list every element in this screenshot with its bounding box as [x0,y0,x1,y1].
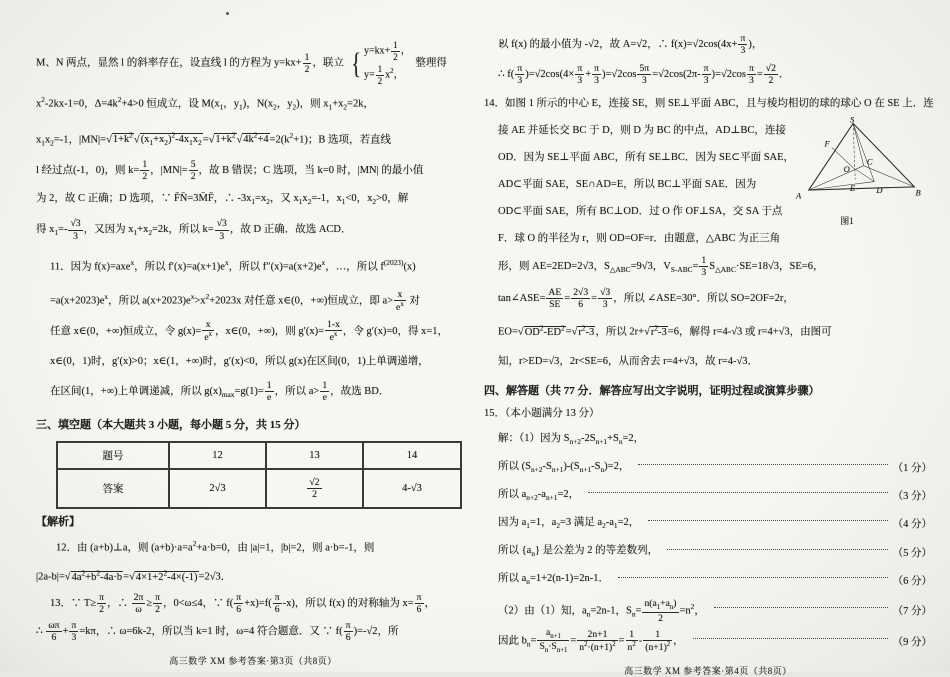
solution-text-line: 12．由 (a+b)⊥a，则 $(a+b)\cdot a=a^2+a\cdot b=0$，由 |a|=1，|b|=2，则 a·b=-1，则 [56,538,375,554]
solution-text-line: 13．∵ T≥ $\frac{\pi}{2}$ ，∴ $\frac{2\pi}{\omega}$ ≥ $\frac{\pi}{2}$ ，0<ω≤4，∵ f( $\frac{\pi}{6}$ +x)=f( $\frac{\pi}{6}$ -x)，所以 f(x) 的对称轴为 x= $\frac{\pi}{6}$ ， [50,591,436,615]
solution-step-text: 解：（1）因为 $S_{n+2}-2S_{n+1}+S_n=2$， [498,432,645,446]
q12-solution [36,531,470,590]
figure-caption: 图1 [840,216,854,226]
table-answer-cell: 答案 [57,469,169,508]
q11-solution [36,248,470,410]
solution-step-line [498,510,932,538]
solution-text-line: x∈(0，1)时，g′(x)>0；x∈(1，+∞)时，g′(x)<0，所以 g(x)在区间(0，1)上单调递增， [50,355,429,367]
solution-text-line: $x_1x_2=-1$，$|MN|=√1+k^2√(x_1+x_2)^2-4x_1x_2=√1+k^2√4k^2+4=2(k^2+1)$；B 选项，若直线 [36,130,391,148]
q14-intro-line: 14．如图 1 所示的中心 E，连接 SE，则 SE⊥平面 ABC，且与棱均相切的球的球心 O 在 SE 上．连 [484,98,934,109]
q14-solution-rest [484,252,932,376]
q13-solution [36,590,470,646]
solution-step-line [498,566,932,594]
solution-text-line: tan∠ASE= $\frac{AE}{SE}$ = $\frac{2√3}{6}$ = $\frac{√3}{3}$ ，所以 ∠ASE=30°．所以 SO=2OF=2r， [498,287,794,311]
solution-text-line: M、N 两点，显然 l 的斜率存在，设直线 l 的方程为 y=kx+ $\frac{1}{2}$ ，联立 { y=kx+ $\frac{1}{2}$ ， y= $\frac{1}{2}$ $x^2$， 整理得 [36,40,447,86]
q10-solution-continued [36,40,470,248]
solution-step-line [498,426,932,454]
section-4-title: 四、解答题（共 77 分．解答应写出文字说明，证明过程或演算步骤） [484,384,820,397]
figure-label-d: D [876,185,883,196]
page-3-footer: 高三数学 XM 参考答案·第3页（共8页） [169,655,337,666]
dotted-leader [588,492,887,493]
solution-step-line [498,454,932,482]
solution-step-line [498,594,932,627]
solution-text-line: 以 f(x) 的最小值为 -√2，故 A=√2，∴ f(x)=√2cos(4x+ $\frac{\pi}{3}$ )， [498,33,763,57]
solution-step-text: 所以 $a_n=1+2(n-1)=2n-1$． [498,573,609,587]
q15-solution-steps [484,426,932,657]
answer-table-header-row [57,442,461,469]
solution-step-text: 因此 $b_n=$ $\frac{a_{n+1}}{S_n\cdot S_{n+1}}$ = $\frac{2n+1}{n^2\cdot(n+1)^2}$ = $\frac{1}{n^2}$ - $\frac{1}{(n+1)^2}$ ， [498,626,684,655]
figure-label-o: O [843,164,850,175]
fill-in-answer-table [56,441,462,509]
solution-text-line: ∴ f( $\frac{\pi}{3}$ )=√2cos(4× $\frac{\pi}{3}$ + $\frac{\pi}{3}$ )=√2cos $\frac{5\pi}{3}$ =√2cos(2π- $\frac{\pi}{3}$ )=√2cos $\frac{\pi}{3}$ = $\frac{√2}{2}$ ． [498,63,790,87]
score-label: （9 分） [892,637,932,649]
q15-title: 15．（本小题满分 13 分） [484,407,600,419]
solution-step-line [498,627,932,657]
q14-solution-beside-figure [484,117,795,252]
score-label: （1 分） [892,463,932,475]
dotted-leader [693,638,888,639]
solution-step-text: （2）由（1）知，$a_n=2n-1$，$S_n=$ $\frac{n(a_1+a_n)}{2}$ $=n^2$， [498,598,705,625]
table-answer-cell: 2√3 [169,469,266,508]
page-4 [484,30,932,677]
table-header-cell: 13 [266,442,363,469]
solution-step-line [498,538,932,566]
dotted-leader [618,577,888,578]
scan-speck [226,12,229,15]
solution-text-line: 形，则 AE=2ED=2√3，$S_{\triangle ABC}=9√3$，$V_{S-ABC}=$ $\frac{1}{3}$ $S_{\triangle ABC}\cdot SE=18√3$，SE=6， [498,255,824,279]
solution-text-line: 得 $x_1=-$ $\frac{√3}{3}$ ，又因为 $x_1+x_2=2k$，所以 k= $\frac{√3}{3}$ ，故 D 正确．故选 ACD． [36,218,352,242]
figure-label-c: C [866,156,873,167]
page-3 [36,40,470,667]
solution-text-line: 接 AE 并延长交 BC 于 D，则 D 为 BC 的中点，AD⊥BC，连接 [498,125,786,136]
answer-table-answer-row [57,469,461,508]
score-label: （7 分） [892,605,932,617]
table-answer-cell: √2 2 [266,469,363,508]
figure-label-e: E [849,183,856,194]
table-header-cell: 题号 [57,442,169,469]
figure-label-a: A [796,190,802,201]
score-label: （5 分） [892,547,932,559]
table-header-cell: 12 [169,442,266,469]
score-label: （4 分） [892,519,932,531]
analysis-label: 【解析】 [36,515,80,528]
solution-step-text: 因为 $a_1=1$，$a_2=3$ 满足 $a_2-a_1=2$， [498,516,640,530]
score-label: （3 分） [892,491,932,503]
solution-text-line: 在区间(1，+∞)上单调递减，所以 $g(x)_{max}=g(1)=$ $\frac{1}{e}$ ，所以 a> $\frac{1}{e}$ ，故选 BD． [50,379,390,403]
solution-text-line: 11．因为 f(x)=axe$^x$，所以 $f'(x)=a(x+1)e^x$，所以 $f''(x)=a(x+2)e^x$，…，所以 $f^{(2023)}(x)$ [50,257,416,273]
figure-label-b: B [915,187,921,198]
tetrahedron-diagram [790,116,930,208]
score-label: （6 分） [892,575,932,587]
figure-label-s: S [849,116,855,125]
solution-text-line: AD⊂平面 SAE，SE∩AD=E，所以 BC⊥平面 SAE．因为 [498,179,757,190]
figure-label-f: F [824,138,830,149]
page-4-footer: 高三数学 XM 参考答案·第4页（共8页） [624,666,792,677]
table-header-cell: 14 [363,442,461,469]
solution-text-line: 任意 x∈(0，+∞)恒成立，令 g(x)= $\frac{x}{e^x}$ ，x∈(0，+∞)，则 g′(x)= $\frac{1-x}{e^x}$ ，令 g′(x)=0，得 x=1， [50,318,449,344]
figure-1-tetrahedron [790,116,930,227]
solution-step-text: 所以 $(S_{n+2}-S_{n+1})-(S_{n+1}-S_n)=2$， [498,460,630,474]
dotted-leader [714,607,888,608]
solution-text-line: F．球 O 的半径为 r，则 OD=OF=r．由题意，△ABC 为正三角 [498,233,781,244]
solution-text-line: 为 2，故 C 正确；D 选项，∵ F̄N̄=3M̄F̄，∴ $-3x_1=x_2$，又 $x_1x_2=-1$，$x_1<0$，$x_2>0$，解 [36,193,409,207]
dotted-leader [667,549,887,550]
solution-text-line: OD⊂平面 SAE，所有 BC⊥OD．过 O 作 OF⊥SA，交 SA 于点 [498,206,783,217]
dotted-leader [638,464,887,465]
solution-text-line: l 经过点(-1，0)，则 k= $\frac{1}{2}$ ，|MN|= $\frac{5}{2}$ ，故 B 错误；C 选项，当 k=0 时，|MN| 的最小值 [36,159,424,183]
solution-text-line: $=a(x+2023)e^x$，所以 $a(x+2023)e^x>x^2+2023x$ 对任意 x∈(0，+∞)恒成立，即 a> $\frac{x}{e^x}$ 对 [50,288,420,314]
section-3-title: 三、填空题（本大题共 3 小题，每小题 5 分，共 15 分） [36,418,306,431]
table-answer-cell: 4-√3 [363,469,461,508]
solution-step-text: 所以 $a_{n+2}-a_{n+1}=2$， [498,488,580,502]
q13-solution-continued [484,30,932,90]
solution-text-line: ∴ $\frac{\omega\pi}{6}$ + $\frac{\pi}{3}$ =kπ，∴ ω=6k-2，所以当 k=1 时，ω=4 符合题意．又 ∵ f( $\frac{\pi}{6}$ )=-√2，所 [36,619,399,643]
solution-text-line: $|2a-b|=√4a^2+b^2-4a\cdot b=√4\times 1+2^2-4\times(-1)=2√3$． [36,568,232,583]
solution-step-text: 所以 $\{a_n\}$ 是公差为 2 的等差数列， [498,544,659,559]
solution-text-line: $x^2-2kx-1=0$，$\Delta=4k^2+4>0$ 恒成立，设 $M(x_1$，$y_1$)，$N(x_2$，$y_2$)，则 $x_1+x_2=2k$， [36,95,374,112]
solution-text-line: 知，r>ED=√3，2r<SE=6，从而舍去 r=4+√3，故 r=4-√3． [498,355,758,367]
solution-text-line: OD．因为 SE⊥平面 ABC，所有 SE⊥BC．因为 SE⊂平面 SAE， [498,152,795,163]
dotted-leader [648,520,887,521]
solution-step-line [498,482,932,510]
solution-text-line: $EO=√OD^2-ED^2=√r^2-3$，所以 $2r+√r^2-3=6$，解得 r=4-√3 或 r=4+√3，由图可 [498,323,832,338]
